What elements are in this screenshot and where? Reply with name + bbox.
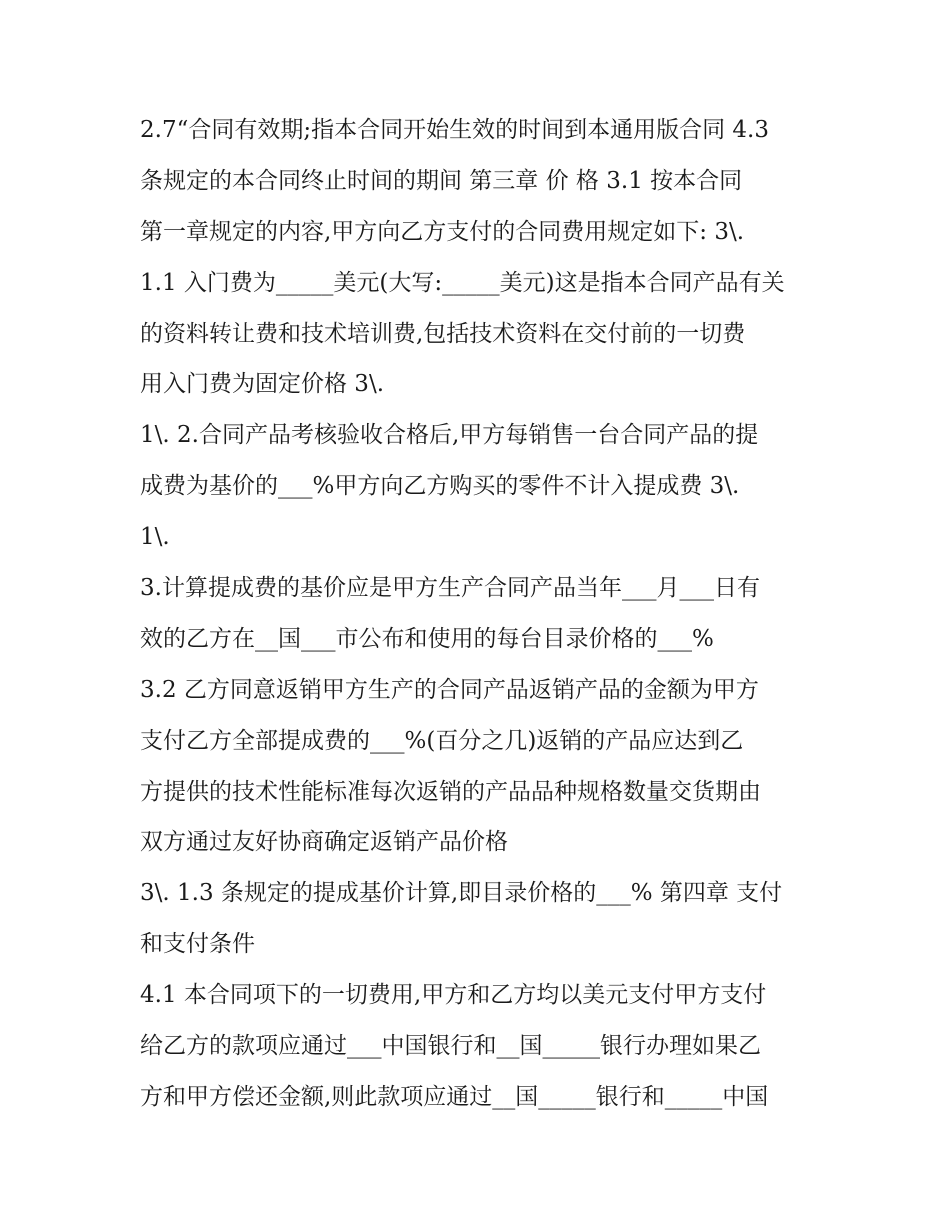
text-line: 的资料转让费和技术培训费,包括技术资料在交付前的一切费 <box>140 320 746 347</box>
text-line: 3\. 1.3 条规定的提成基价计算,即目录价格的___% 第四章 支付 <box>140 880 783 907</box>
document-body <box>140 105 820 1123</box>
text-line: 1.1 入门费为_____美元(大写:_____美元)这是指本合同产品有关 <box>140 269 785 296</box>
text-line: 和支付条件 <box>140 931 255 958</box>
text-line: 用入门费为固定价格 3\. <box>140 371 385 398</box>
text-line: 支付乙方全部提成费的___%(百分之几)返销的产品应达到乙 <box>140 727 744 754</box>
text-line: 方和甲方偿还金额,则此款项应通过__国_____银行和_____中国 <box>140 1083 769 1110</box>
text-line: 2.7“合同有效期;指本合同开始生效的时间到本通用版合同 4.3 <box>140 117 769 143</box>
text-line: 成费为基价的___%甲方向乙方购买的零件不计入提成费 3\. <box>140 473 740 500</box>
text-line: 条规定的本合同终止时间的期间 第三章 价 格 3.1 按本合同 <box>140 167 743 194</box>
text-line: 3.计算提成费的基价应是甲方生产合同产品当年___月___日有 <box>140 575 760 602</box>
text-line: 3.2 乙方同意返销甲方生产的合同产品返销产品的金额为甲方 <box>140 676 759 703</box>
text-line: 4.1 本合同项下的一切费用,甲方和乙方均以美元支付甲方支付 <box>140 982 767 1009</box>
text-line: 第一章规定的内容,甲方向乙方支付的合同费用规定如下: 3\. <box>140 218 745 245</box>
text-line: 1\. 2.合同产品考核验收合格后,甲方每销售一台合同产品的提 <box>140 422 759 449</box>
text-line: 给乙方的款项应通过___中国银行和__国_____银行办理如果乙 <box>140 1033 761 1060</box>
text-line: 方提供的技术性能标准每次返销的产品品种规格数量交货期由 <box>140 778 761 805</box>
text-line: 效的乙方在__国___市公布和使用的每台目录价格的___% <box>140 625 714 652</box>
text-line: 双方通过友好协商确定返销产品价格 <box>140 829 508 856</box>
text-line: 1\. <box>140 524 170 551</box>
